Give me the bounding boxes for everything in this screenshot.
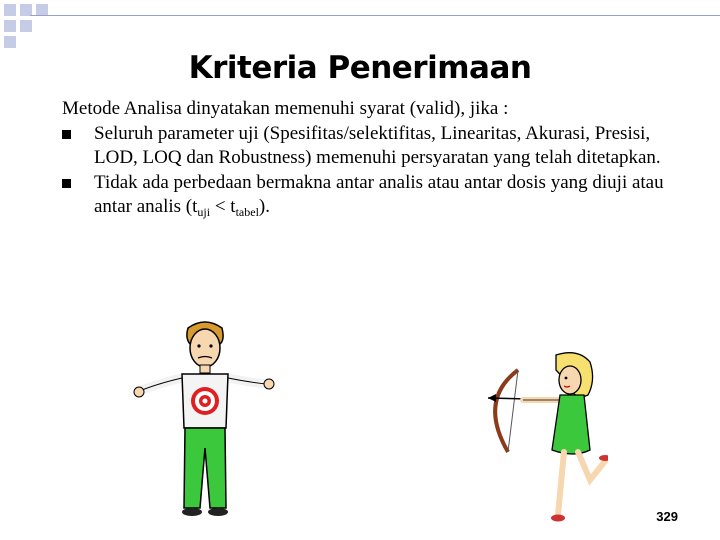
target-man-clipart [130, 318, 280, 518]
archer-woman-clipart [478, 350, 608, 525]
intro-text: Metode Analisa dinyatakan memenuhi syarat (valid), jika : [62, 98, 509, 119]
subscript-uji: uji [197, 205, 211, 219]
bullet-text: Tidak ada perbedaan bermakna antar analis atau antar dosis yang diuji atau antar analis $(t_{uji} < t_{tabel})$. [94, 171, 664, 219]
list-item [62, 171, 682, 220]
slide-content [62, 97, 682, 220]
square-bullet-icon [62, 130, 71, 139]
list-item [62, 122, 682, 171]
subscript-tabel: tabel [235, 205, 259, 219]
bullet-text: Seluruh parameter uji (Spesifitas/selektifitas, Linearitas, Akurasi, Presisi, LOD, LOQ dan Robustness) memenuhi persyaratan yang telah ditetapkan. [94, 122, 661, 168]
square-bullet-icon [62, 179, 71, 188]
criteria-list [62, 122, 682, 220]
slide-title: Kriteria Penerimaan [188, 50, 532, 86]
header-rule [30, 15, 720, 16]
page-number: 329 [656, 509, 678, 524]
